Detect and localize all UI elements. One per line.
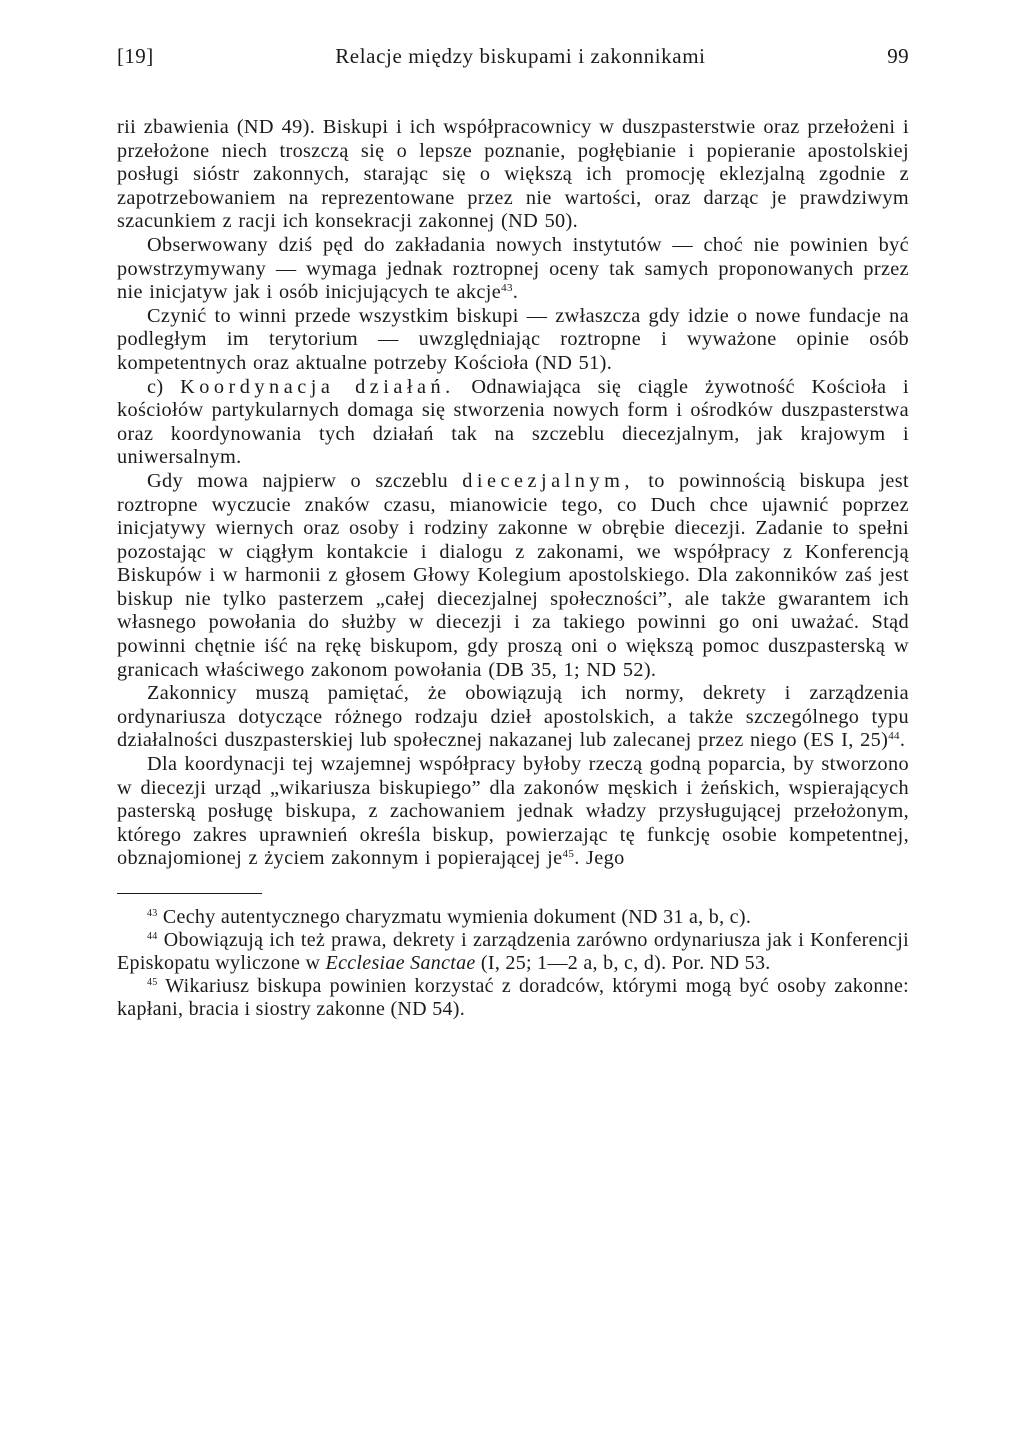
book-page bbox=[117, 44, 909, 1021]
main-text bbox=[117, 116, 909, 871]
footnote-45-text: Wikariusz biskupa powinien korzystać z doradców, którymi mogą być osoby zakonne: kapłani, bracia i siostry zakonne (ND 54). bbox=[117, 975, 909, 1020]
footnote-number-43: 43 bbox=[147, 908, 158, 919]
footnote-45 bbox=[117, 975, 909, 1021]
paragraph-7 bbox=[117, 753, 909, 871]
footnote-44-title: Ecclesiae Sanctae bbox=[325, 952, 476, 974]
footnote-ref-44[interactable]: 44 bbox=[888, 730, 900, 743]
paragraph-5 bbox=[117, 470, 909, 682]
paragraph-5-start: Gdy mowa najpierw o szczeblu bbox=[147, 469, 448, 492]
paragraph-6-text: Zakonnicy muszą pamiętać, że obowiązują ich normy, dekrety i zarządzenia ordynariusza dotyczące różnego rodzaju dzieł apostolskich, a także szczególnego typu działalności duszpasterskiej lub społecznej nakazanej lub zalecanej przez niego (ES I, 25) bbox=[117, 682, 909, 752]
section-heading: Koordynacja działań. bbox=[180, 375, 455, 398]
paragraph-7-text: Dla koordynacji tej wzajemnej współpracy byłoby rzeczą godną poparcia, by stworzono w diecezji urząd „wikariusza biskupiego” dla zakonów męskich i żeńskich, wspierających pasterską posługę biskupa, z zachowaniem jednak władzy przysługującej przełożonym, którego zakres uprawnień określa biskup, powierzając tę funkcję osobie kompetentnej, obznajomionej z życiem zakonnym i popierającej je bbox=[117, 753, 909, 870]
paragraph-2-text: Obserwowany dziś pęd do zakładania nowych instytutów — choć nie powinien być powstrzymywany — wymaga jednak roztropnej oceny tak samych proponowanych przez nie inicjatyw jak i osób inicjujących te akcje bbox=[117, 233, 909, 304]
footnote-44-end: (I, 25; 1—2 a, b, c, d). Por. ND 53. bbox=[480, 952, 771, 974]
section-label: c) bbox=[147, 375, 164, 398]
paragraph-6-end: . bbox=[899, 729, 906, 752]
paragraph-6 bbox=[117, 682, 909, 753]
footnote-ref-45[interactable]: 45 bbox=[562, 848, 575, 861]
paragraph-2 bbox=[117, 234, 909, 305]
footnote-44-text: Obowiązują ich też prawa, dekrety i zarządzenia zarówno ordynariusza jak i Konferencji Episkopatu wyliczone w bbox=[117, 929, 909, 974]
footnote-43 bbox=[117, 906, 909, 929]
paragraph-3-text: Czynić to winni przede wszystkim biskupi — zwłaszcza gdy idzie o nowe fundacje na podległym im terytorium — uwzględniając roztropne i wyważone opinie osób kompetentnych oraz aktualne potrzeby Kościoła (ND 51). bbox=[117, 304, 909, 374]
paragraph-2-end: . bbox=[512, 281, 519, 304]
footnote-44 bbox=[117, 929, 909, 975]
footnote-43-text: Cechy autentycznego charyzmatu wymienia dokument (ND 31 a, b, c). bbox=[162, 906, 752, 928]
paragraph-4 bbox=[117, 376, 909, 470]
paragraph-1-text: rii zbawienia (ND 49). Biskupi i ich współpracownicy w duszpasterstwie oraz przełożeni i przełożone niech troszczą się o lepsze poznanie, pogłębianie i popieranie apostolskiej posługi sióstr zakonnych, starając się o większą ich promocję eklezjalną zgodnie z zapotrzebowaniem na reprezentowane przez nie wartości, oraz darząc je prawdziwym szacunkiem z racji ich konsekracji zakonnej (ND 50). bbox=[117, 116, 909, 233]
paragraph-3 bbox=[117, 305, 909, 376]
page-number: 99 bbox=[887, 44, 909, 68]
footnotes bbox=[117, 906, 909, 1021]
running-header bbox=[117, 44, 909, 84]
footnote-separator bbox=[117, 893, 262, 894]
paragraph-7-end: . Jego bbox=[574, 847, 625, 870]
chapter-number: [19] bbox=[117, 44, 154, 68]
paragraph-5-text: to powinnością biskupa jest roztropne wyczucie znaków czasu, mianowicie tego, co Duch chce ujawnić poprzez inicjatywy wiernych oraz osoby i rodziny zakonne w obrębie diecezji. Zadanie to spełni pozostając w ciągłym kontakcie i dialogu z zakonami, we współpracy z Konferencją Biskupów i w harmonii z głosem Głowy Kolegium apostolskiego. Dla zakonników zaś jest biskup nie tylko pasterzem „całej diecezjalnej społeczności”, ale także gwarantem ich własnego powołania do służby w diecezji i za takiego powinni go oni uważać. Stąd powinni chętnie iść na rękę biskupom, gdy proszą oni o większą pomoc duszpasterską w granicach właściwego zakonom powołania (DB 35, 1; ND 52). bbox=[117, 469, 910, 681]
paragraph-4-text: Odnawiająca się ciągle żywotność Kościoła i kościołów partykularnych domaga się stworzenia nowych form i ośrodków duszpasterstwa oraz koordynowania tych działań tak na szczeblu diecezjalnym, jak krajowym i uniwersalnym. bbox=[117, 375, 910, 469]
running-title: Relacje między biskupami i zakonnikami bbox=[335, 44, 706, 68]
paragraph-1 bbox=[117, 116, 909, 234]
footnote-ref-43[interactable]: 43 bbox=[501, 282, 513, 295]
footnote-number-45: 45 bbox=[147, 977, 158, 988]
footnote-number-44: 44 bbox=[147, 931, 158, 942]
emphasis-diecezjalnym: diecezjalnym, bbox=[462, 469, 634, 492]
